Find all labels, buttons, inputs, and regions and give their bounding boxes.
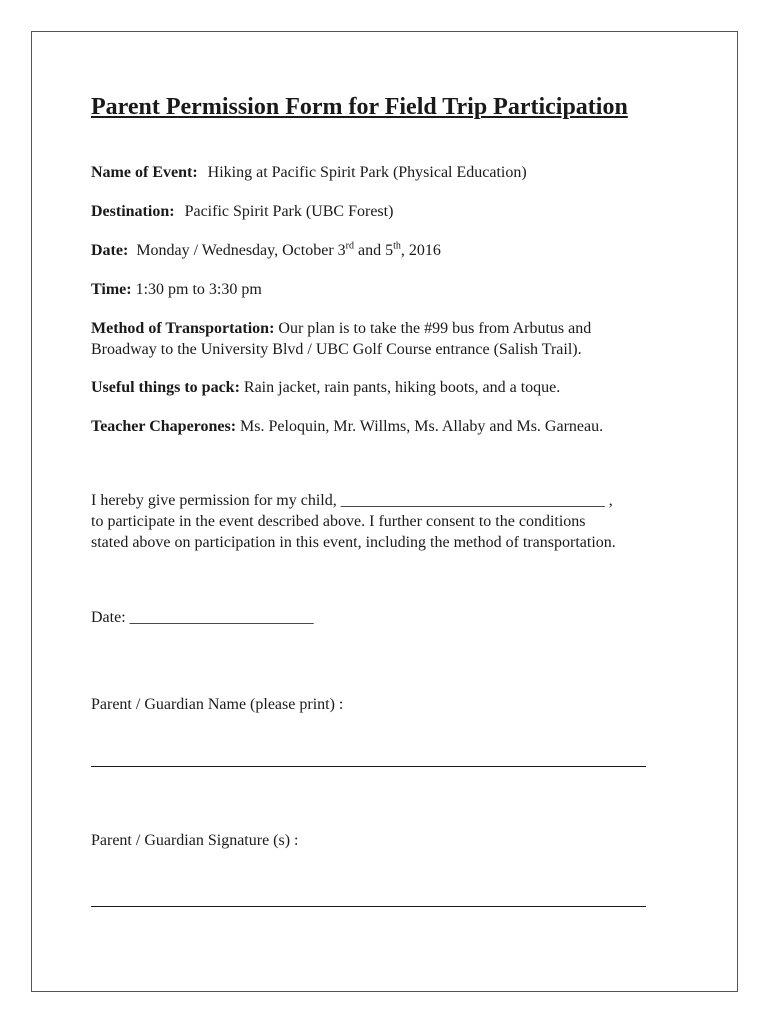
event-label: Name of Event: <box>91 164 198 181</box>
date-field <box>91 240 441 261</box>
guardian-signature-line[interactable] <box>91 906 646 907</box>
event-value: Hiking at Pacific Spirit Park (Physical Education) <box>207 164 527 181</box>
time-field <box>91 279 262 300</box>
guardian-name-label: Parent / Guardian Name (please print) : <box>91 696 344 713</box>
event-field <box>91 162 527 183</box>
transportation-field <box>91 318 591 360</box>
transportation-line2: Broadway to the University Blvd / UBC Golf Course entrance (Salish Trail). <box>91 341 582 358</box>
time-value: 1:30 pm to 3:30 pm <box>135 281 262 298</box>
permission-line2: to participate in the event described above. I further consent to the conditions <box>91 513 586 530</box>
time-label: Time: <box>91 281 132 298</box>
transportation-label: Method of Transportation: <box>91 320 275 337</box>
date-value-part1: Monday / Wednesday, October 3 <box>136 242 346 259</box>
date-sup1: rd <box>345 240 354 252</box>
pack-field <box>91 377 560 398</box>
permission-line1[interactable]: I hereby give permission for my child, _________________________________ , <box>91 492 613 509</box>
date-value-part3: , 2016 <box>400 242 441 259</box>
transportation-line1: Our plan is to take the #99 bus from Arbutus and <box>278 320 592 337</box>
destination-label: Destination: <box>91 203 175 220</box>
chaperones-value: Ms. Peloquin, Mr. Willms, Ms. Allaby and Ms. Garneau. <box>240 418 604 435</box>
date-sup2: th <box>393 240 401 252</box>
pack-label: Useful things to pack: <box>91 379 240 396</box>
date-value-part2: and 5 <box>353 242 394 259</box>
permission-statement <box>91 490 616 553</box>
pack-value: Rain jacket, rain pants, hiking boots, and a toque. <box>243 379 561 396</box>
guardian-name-line[interactable] <box>91 766 646 767</box>
form-title: Parent Permission Form for Field Trip Participation <box>91 94 628 120</box>
destination-field <box>91 201 393 222</box>
sign-date-field[interactable]: Date: _______________________ <box>91 609 314 626</box>
permission-line3: stated above on participation in this event, including the method of transportation. <box>91 534 616 551</box>
guardian-signature-label: Parent / Guardian Signature (s) : <box>91 832 299 849</box>
chaperones-field <box>91 416 603 437</box>
chaperones-label: Teacher Chaperones: <box>91 418 237 435</box>
destination-value: Pacific Spirit Park (UBC Forest) <box>184 203 394 220</box>
date-label: Date: <box>91 242 129 259</box>
